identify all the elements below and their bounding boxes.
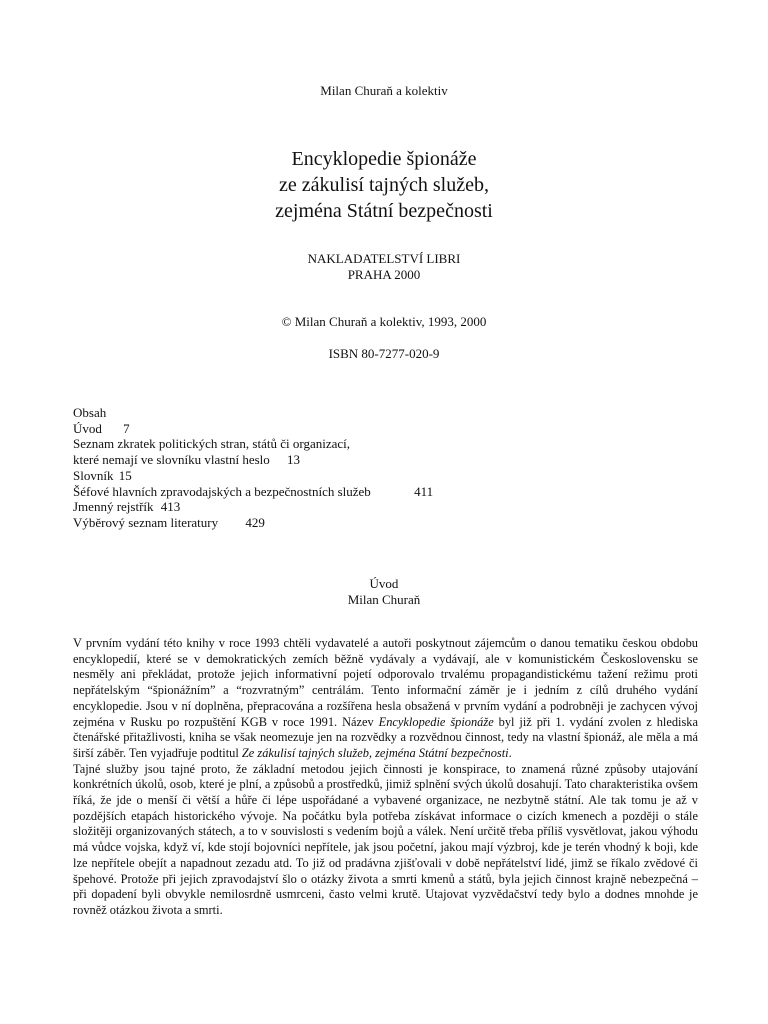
intro-heading-block: [0, 576, 768, 608]
copyright-line: © Milan Churaň a kolektiv, 1993, 2000: [281, 314, 487, 329]
title-line-1: Encyklopedie špionáže: [291, 148, 477, 170]
book-title: [0, 146, 768, 224]
toc-entry: [73, 515, 433, 531]
body-paragraph-2: Tajné služby jsou tajné proto, že základní metodou jejich činnosti je konspirace, to znamená různé způsoby utajování konkrétních úkolů, osob, které je plní, a způsobů a prostředků, jimiž splnění svých úkolů dosahují. Tato charakteristika ovšem říká, že jde o menší či větší a hůře či lépe uspořádané a vybavené organizace, ne nezbytně státní. Ale tak tomu je až v pozdějších etapách historického vývoje. Na počátku byla potřeba získávat informace o cizích kmenech a později o stále složitěji organizovaných státech, a to v souvislosti s vedením bojů a válek. Není určitě třeba příliš vysvětlovat, jakou výhodu má vůdce vojska, když ví, kde stojí bojovníci nepřítele, jak jsou početní, jakou mají výzbroj, kde je terén vhodný k boji, kde lze nepřítele obejít a napadnout zezadu atd. To již od pradávna zjišťovali v době nepřátelství lidé, jimž se říkalo zvědové či špehové. Protože při jejich zpravodajství šlo o otázky života a smrti kmenů a států, byla jejich činnost krajně nebezpečná – při dopadení byli obvykle nemilosrdně usmrceni, často velmi krutě. Utajovat vyzvědačství tedy bylo a dodnes mnohde je rovněž otázkou života a smrti.: [73, 761, 698, 917]
toc-entry-label: Výběrový seznam literatury: [73, 514, 219, 530]
table-of-contents: [73, 405, 433, 531]
toc-entry-label: které nemají ve slovníku vlastní heslo: [73, 452, 270, 468]
body-paragraph-1: [73, 636, 698, 762]
toc-entry: [73, 436, 433, 452]
toc-entry-label: Jmenný rejstřík: [73, 499, 154, 515]
p1-text-b: byl již při 1. vydání zvolen z hlediska čtenářské přitažlivosti, kniha se však neomezuje jen na rozvědky a rozvědnou činnost, tedy na vlastní špionáž, ale měla a má širší záběr. Ten vyjadřuje podtitul: [73, 714, 698, 760]
p1-text-a: V prvním vydání této knihy v roce 1993 chtěli vydavatelé a autoři poskytnout zájemcům o danou tematiku českou obdobu encyklopedií, které se v demokratických zemích běžně vydávaly a vydávají, ale v komunistickém Československu se nesměly ani překládat, protože jejich informativní pojetí odporovalo trvalému propagandistickému tažení režimu proti nepřátelským “špionážním” a “rozvratným” centrálám. Tento informační záměr je i jedním z cílů druhého vydání encyklopedie. Jsou v ní doplněna, přepracována a rozšířena hesla obsažená v prvním vydání a podrobněji je zachycen vývoj zejména v Rusku po rozpuštění KGB v roce 1991. Název: [73, 636, 698, 729]
toc-entry: [73, 468, 433, 484]
toc-entry-label: Seznam zkratek politických stran, států či organizací,: [73, 436, 350, 452]
toc-entry: [73, 484, 433, 500]
intro-byline: Milan Churaň: [347, 592, 421, 607]
toc-entry-label: Slovník: [73, 467, 114, 483]
toc-entry-page: 429: [245, 514, 265, 530]
toc-entry-page: 413: [160, 499, 181, 515]
toc-entry-label: Šéfové hlavních zpravodajských a bezpečnostních služeb: [73, 483, 371, 499]
toc-entry: [73, 452, 433, 468]
p1-text-c: .: [508, 745, 512, 760]
isbn-line: ISBN 80-7277-020-9: [328, 346, 440, 361]
toc-entry-page: 15: [118, 467, 132, 483]
publisher-block: [0, 251, 768, 283]
toc-entry-page: 13: [287, 452, 301, 468]
toc-entry: [73, 499, 433, 515]
toc-entry-page: 7: [123, 420, 130, 436]
toc-heading: Obsah: [73, 405, 107, 420]
publisher-name: NAKLADATELSTVÍ LIBRI: [307, 251, 461, 266]
title-line-2: ze zákulisí tajných služeb,: [279, 174, 489, 196]
intro-heading: Úvod: [369, 576, 399, 591]
intro-body: [73, 636, 698, 919]
toc-entry-page: 411: [414, 483, 434, 499]
toc-entry: [73, 421, 433, 437]
author-line: Milan Churaň a kolektiv: [320, 83, 448, 98]
publisher-place-year: PRAHA 2000: [347, 267, 421, 282]
toc-entry-label: Úvod: [73, 420, 102, 436]
title-line-3: zejména Státní bezpečnosti: [275, 200, 493, 222]
p1-book-title: Encyklopedie špionáže: [378, 714, 494, 729]
p1-subtitle: Ze zákulisí tajných služeb, zejména Státní bezpečnosti: [241, 745, 509, 760]
